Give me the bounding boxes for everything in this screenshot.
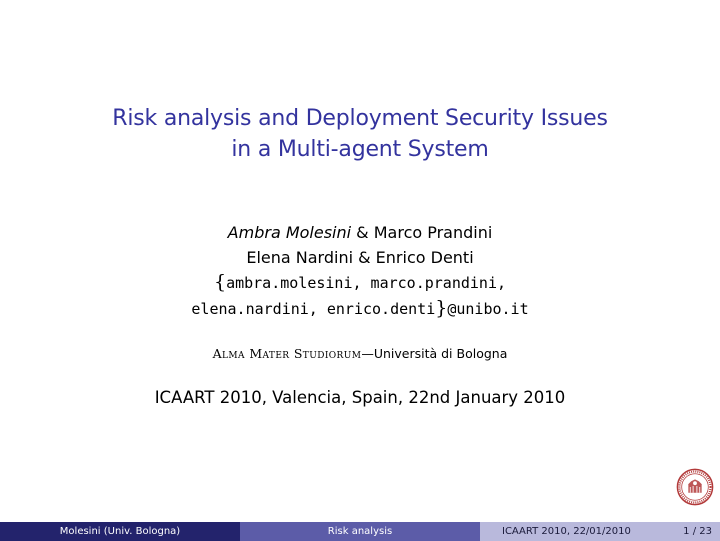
title-line-1: Risk analysis and Deployment Security Issues: [112, 106, 608, 131]
email-line-1: [0, 270, 720, 296]
conference-line: ICAART 2010, Valencia, Spain, 22nd January 2010: [154, 388, 566, 407]
institution-name: Alma Mater Studiorum: [212, 346, 362, 361]
slide-footer: [0, 522, 720, 541]
institution: [0, 346, 720, 361]
footer-conference-date: ICAART 2010, 22/01/2010: [502, 526, 631, 537]
email-names-2: elena.nardini, enrico.denti: [191, 300, 436, 318]
presenting-author: Ambra Molesini: [227, 223, 352, 242]
authors-line-1: [0, 220, 720, 245]
email-domain: @unibo.it: [447, 300, 529, 318]
footer-authors: Molesini (Univ. Bologna): [0, 522, 240, 541]
co-author: & Marco Prandini: [351, 223, 493, 242]
email-open-brace: {: [213, 271, 227, 293]
email-line-2: [0, 296, 720, 322]
footer-short-title: Risk analysis: [240, 522, 480, 541]
slide-title: [0, 103, 720, 165]
university-seal-icon: [676, 468, 714, 506]
authors-line-2: Elena Nardini & Enrico Denti: [246, 248, 474, 267]
author-block: [0, 220, 720, 322]
footer-info: [480, 522, 720, 541]
email-names-1: ambra.molesini, marco.prandini,: [226, 274, 507, 292]
institution-suffix: —Università di Bologna: [361, 346, 508, 361]
page-number: 1 / 23: [683, 526, 712, 537]
title-line-2: in a Multi-agent System: [231, 137, 489, 162]
email-close-brace: }: [435, 297, 448, 319]
